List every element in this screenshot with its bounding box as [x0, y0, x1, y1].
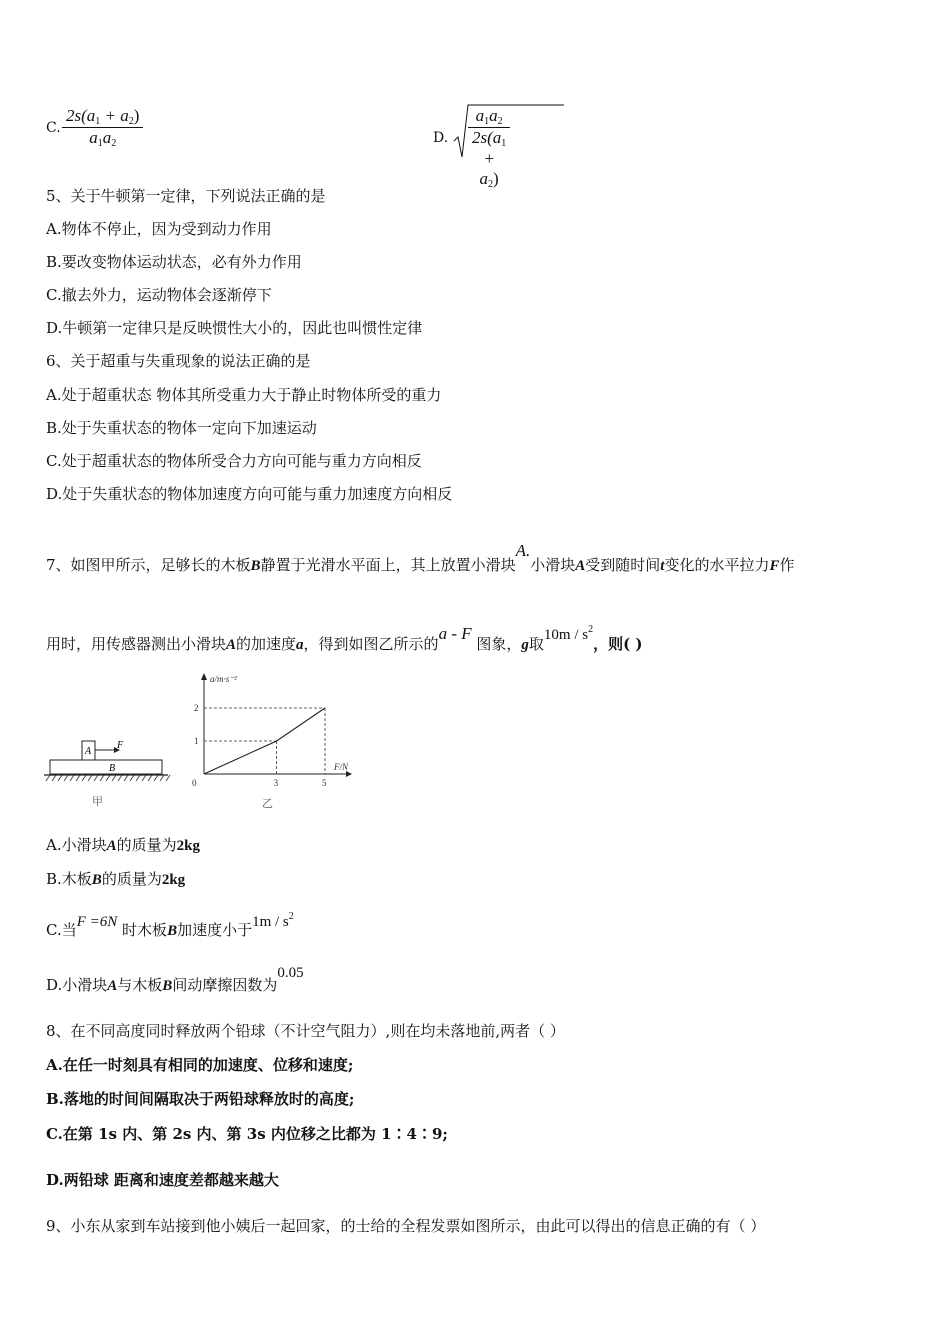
- q9-stem: 9、小东从家到车站接到他小姨后一起回家，的士给的全程发票如图所示，由此可以得出的信息正确的有（ ）: [46, 1217, 766, 1235]
- q6-option-d: D.处于失重状态的物体加速度方向可能与重力加速度方向相反: [46, 485, 453, 503]
- figure-jia-caption: 甲: [92, 795, 103, 808]
- q8-option-b: B.落地的时间间隔取决于两铅球释放时的高度;: [46, 1090, 355, 1108]
- y-axis-label: a/m·s⁻²: [210, 674, 237, 684]
- x-tick-label-0: 0: [192, 778, 197, 788]
- q7-option-a: A.小滑块A的质量为2kg: [46, 836, 200, 854]
- q6-option-b: B.处于失重状态的物体一定向下加速运动: [46, 419, 317, 437]
- figure-yi-chart: [188, 670, 358, 810]
- x-tick-label-3: 3: [273, 778, 279, 788]
- q8-option-a: A.在任一时刻具有相同的加速度、位移和速度;: [46, 1056, 354, 1074]
- figure-yi-caption: 乙: [262, 797, 273, 810]
- y-tick-label-2: 2: [194, 703, 199, 713]
- q8-stem: 8、在不同高度同时释放两个铅球（不计空气阻力）,则在均未落地前,两者（ ）: [46, 1022, 565, 1040]
- q7-option-d: D.小滑块A与木板B间动摩擦因数为0.05: [46, 965, 304, 994]
- board-b-label: B: [109, 763, 116, 774]
- q7-stem-line1: 7、如图甲所示，足够长的木板B静置于光滑水平面上，其上放置小滑块A.小滑块A受到随时间t变化的水平拉力F作: [46, 541, 795, 574]
- q7-option-c: C.当F =6N 时木板B加速度小于$1m / s^2$: [46, 911, 294, 939]
- option-d-label: D.: [433, 130, 449, 146]
- option-c-formula: $\frac{2s(a_1 + a_2)}{a_1a_2}$: [62, 106, 143, 149]
- q7-option-b: B.木板B的质量为2kg: [46, 870, 186, 888]
- figure-jia: [44, 680, 179, 810]
- x-axis-label: F/N: [334, 762, 349, 772]
- block-a-label: A: [85, 746, 92, 757]
- q5-option-d: D.牛顿第一定律只是反映惯性大小的，因此也叫惯性定律: [46, 319, 423, 337]
- ground-hatching: [46, 775, 170, 781]
- q5-option-b: B.要改变物体运动状态，必有外力作用: [46, 253, 302, 271]
- x-tick-label-5: 5: [322, 778, 327, 788]
- option-c-label: C.: [46, 120, 61, 136]
- q5-option-a: A.物体不停止，因为受到动力作用: [46, 220, 272, 238]
- q8-option-c: C.在第 1s 内、第 2s 内、第 3s 内位移之比都为 1∶4∶9;: [46, 1125, 448, 1143]
- y-axis-arrowhead: [201, 673, 207, 680]
- q7-stem-line2: 用时，用传感器测出小滑块A的加速度a，得到如图乙所示的a - F 图象，g取$10m / s^2$，则( ): [46, 624, 643, 653]
- q6-option-a: A.处于超重状态 物体其所受重力大于静止时物体所受的重力: [46, 386, 442, 404]
- q6-option-c: C.处于超重状态的物体所受合力方向可能与重力方向相反: [46, 452, 422, 470]
- q6-stem: 6、关于超重与失重现象的说法正确的是: [46, 352, 311, 370]
- q8-option-d: D.两铅球 距离和速度差都越来越大: [46, 1171, 279, 1189]
- q5-option-c: C.撤去外力，运动物体会逐渐停下: [46, 286, 272, 304]
- q5-stem: 5、关于牛顿第一定律，下列说法正确的是: [46, 187, 326, 205]
- board-b: [50, 760, 162, 774]
- y-tick-label-1: 1: [194, 736, 199, 746]
- force-label: F: [117, 740, 124, 751]
